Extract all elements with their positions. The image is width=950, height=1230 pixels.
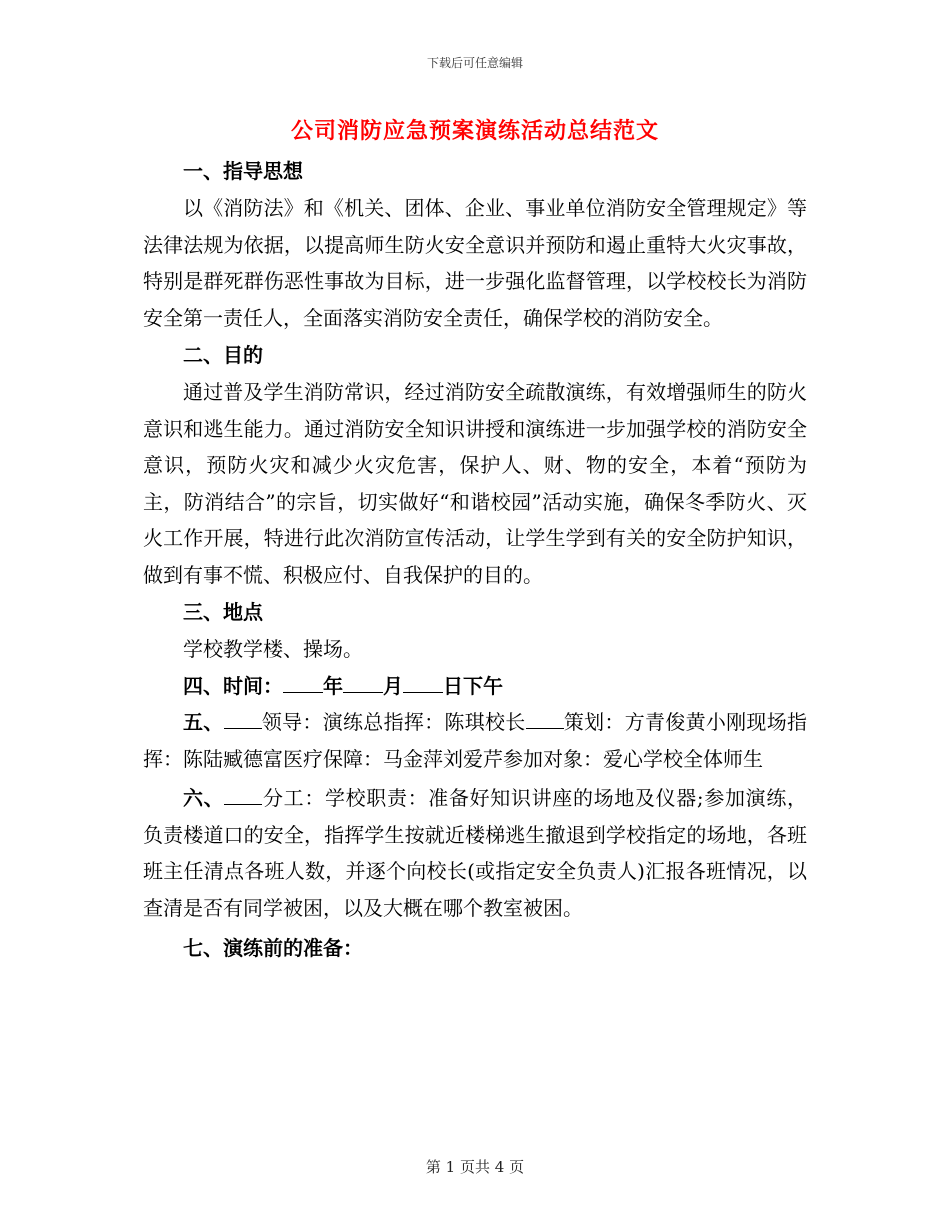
section-2-heading: 二、目的	[183, 343, 263, 367]
section-6-text	[143, 780, 807, 926]
section-6-lead: 六、	[183, 786, 225, 810]
section-6-body: 分工：学校职责：准备好知识讲座的场地及仪器;参加演练，负责楼道口的安全，指挥学生按就近楼梯逃生撤退到学校指定的场地，各班班主任清点各班人数，并逐个向校长(或指定安全负责人)汇报各班情况，以查清是否有同学被困，以及大概在哪个教室被困。	[143, 786, 807, 920]
page-footer: 第 1 页共 4 页	[425, 1158, 525, 1176]
month-label: 月	[383, 673, 403, 698]
section-5-lead: 五、	[183, 710, 224, 734]
section-2-text: 通过普及学生消防常识，经过消防安全疏散演练，有效增强师生的防火意识和逃生能力。通过消防安全知识讲授和演练进一步加强学校的消防安全意识，预防火灾和减少火灾危害，保护人、财、物的安全，本着“预防为主，防消结合”的宗旨，切实做好“和谐校园”活动实施，确保冬季防火、灭火工作开展，特进行此次消防宣传活动，让学生学到有关的安全防护知识，做到有事不慌、积极应付、自我保护的目的。	[143, 380, 807, 587]
document-body	[143, 152, 807, 967]
section-6-blank	[224, 786, 262, 805]
section-5-blank	[224, 710, 262, 729]
section-3-heading: 三、地点	[183, 600, 263, 624]
section-5-text-a: 领导：演练总指挥：陈琪校长	[261, 710, 526, 734]
header-note: 下载后可任意编辑	[426, 56, 523, 70]
section-1-heading: 一、指导思想	[183, 159, 303, 183]
section-4-label: 四、时间：	[183, 673, 283, 698]
day-label: 日下午	[443, 673, 503, 698]
section-1-text: 以《消防法》和《机关、团体、企业、事业单位消防安全管理规定》等法律法规为依据，以提高师生防火安全意识并预防和遏止重特大火灾事故，特别是群死群伤恶性事故为目标，进一步强化监督管理，以学校校长为消防安全第一责任人，全面落实消防安全责任，确保学校的消防安全。	[143, 196, 807, 330]
section-5-text	[143, 704, 807, 777]
section-4-time	[143, 668, 807, 705]
section-7-heading: 七、演练前的准备：	[183, 936, 363, 960]
section-5-blank-2	[526, 710, 564, 729]
document-title: 公司消防应急预案演练活动总结范文	[290, 118, 659, 144]
section-5-text-b: 策划：方青俊黄小刚现场指挥：陈陆臧德富医疗保障：马金萍刘爱芹参加对象：爱心学校全体师生	[143, 710, 808, 771]
year-blank	[283, 674, 323, 693]
month-blank	[343, 674, 383, 693]
section-3-text: 学校教学楼、操场。	[183, 637, 363, 661]
year-label: 年	[323, 673, 343, 698]
day-blank	[403, 674, 443, 693]
